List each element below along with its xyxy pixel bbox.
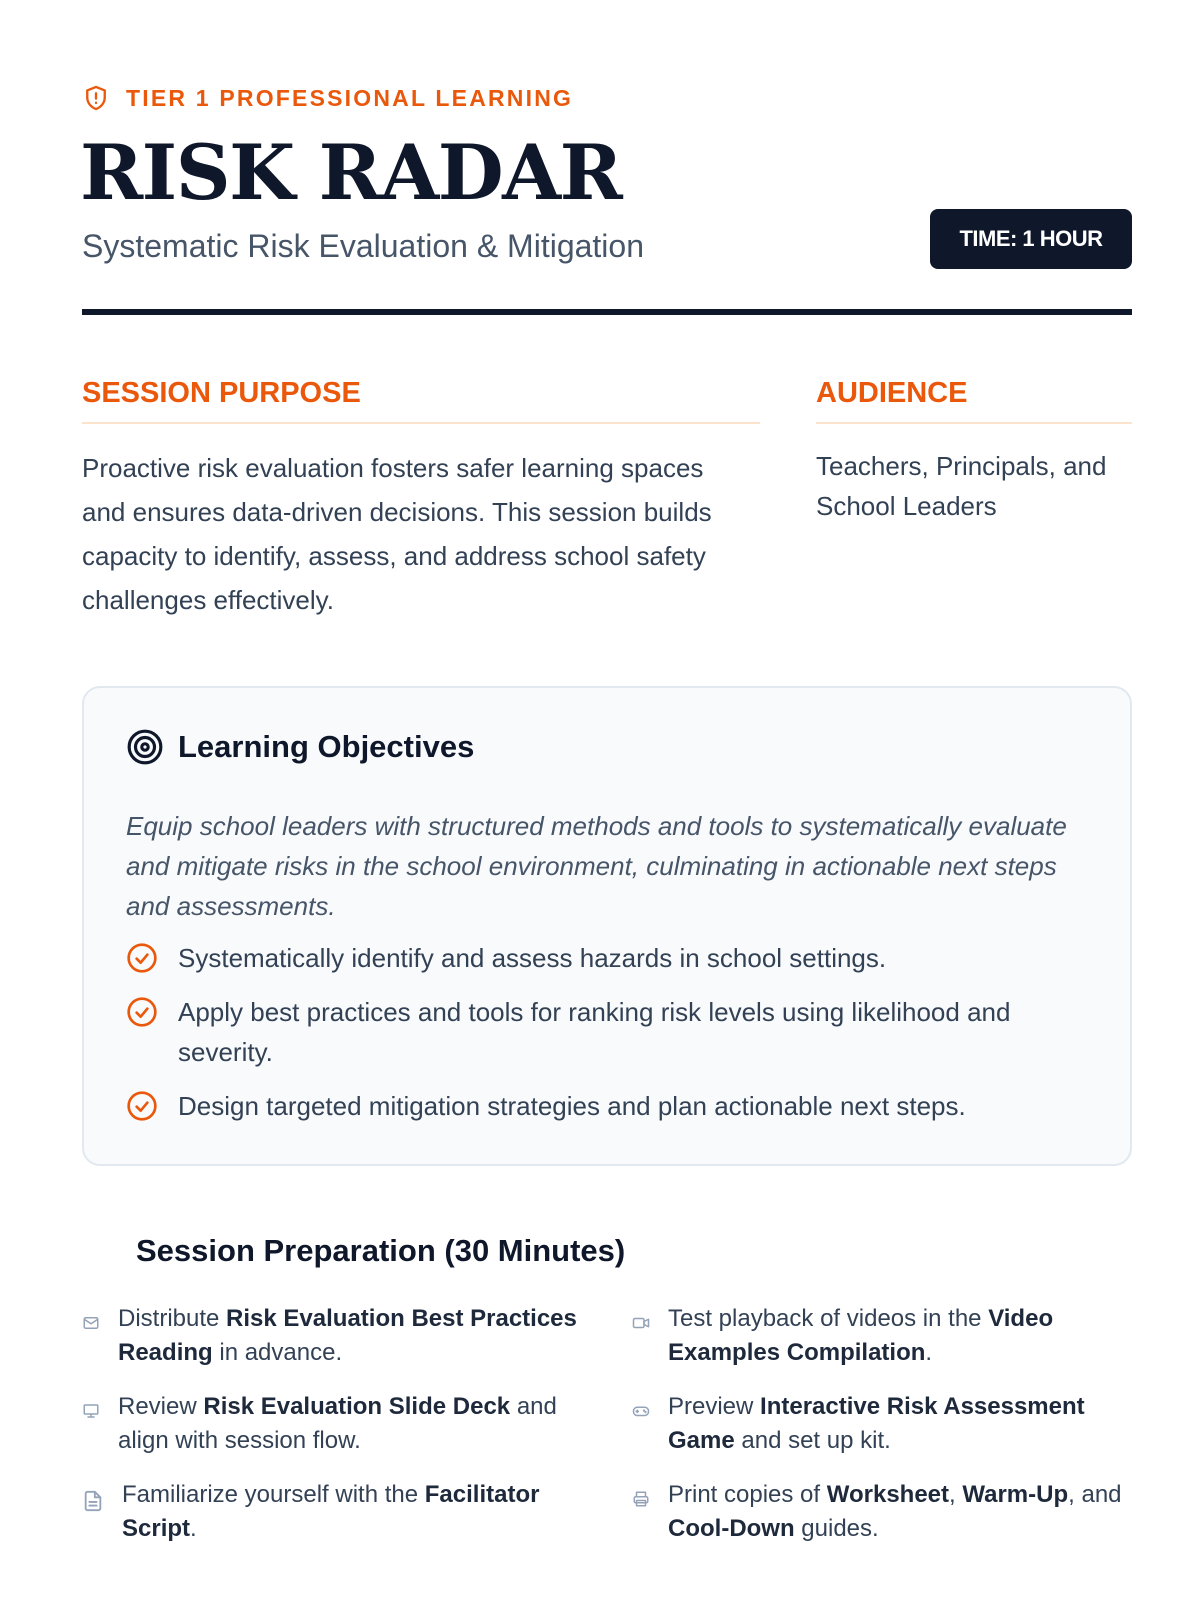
- presentation-icon: [82, 1402, 100, 1420]
- prep-item-text: Test playback of videos in the Video Examples Compilation.: [668, 1305, 1054, 1366]
- page-subtitle: Systematic Risk Evaluation & Mitigation: [82, 228, 644, 264]
- objective-text: Systematically identify and assess hazards in school settings.: [178, 943, 887, 973]
- check-circle-icon: [126, 942, 158, 974]
- audience-heading: AUDIENCE: [816, 377, 968, 409]
- prep-item-facilitator-script: [82, 1478, 614, 1546]
- page-title: RISK RADAR: [80, 128, 622, 217]
- learning-objectives-panel: [82, 686, 1132, 1166]
- session-preparation-list: [82, 1302, 1132, 1546]
- prep-item-preview-game: [632, 1390, 1132, 1458]
- header-divider: [82, 309, 1132, 315]
- gamepad-icon: [632, 1402, 650, 1420]
- check-circle-icon: [126, 996, 158, 1028]
- objective-item: [126, 1086, 1086, 1126]
- learning-objectives-header: [126, 728, 474, 766]
- eyebrow-label: TIER 1 PROFESSIONAL LEARNING: [126, 84, 574, 111]
- objective-text: Design targeted mitigation strategies and plan actionable next steps.: [178, 1091, 966, 1121]
- prep-item-distribute-reading: [82, 1302, 614, 1370]
- prep-item-review-slides: [82, 1390, 614, 1458]
- time-badge: TIME: 1 HOUR: [930, 209, 1132, 269]
- audience-text: Teachers, Principals, and School Leaders: [816, 451, 1107, 521]
- learning-objectives-intro: Equip school leaders with structured methods and tools to systematically evaluate and mitigate risks in the school environment, culminating in actionable next steps and assessments.: [126, 811, 1067, 921]
- envelope-icon: [82, 1314, 100, 1332]
- prep-item-text: Familiarize yourself with the Facilitator Script.: [122, 1481, 540, 1542]
- session-purpose-divider: [82, 422, 760, 424]
- audience-divider: [816, 422, 1132, 424]
- objective-item: [126, 938, 1086, 978]
- session-purpose-text: Proactive risk evaluation fosters safer learning spaces and ensures data-driven decisions. This session builds capacity to identify, assess, and address school safety challenges effectively.: [82, 453, 712, 615]
- document-icon: [82, 1490, 104, 1512]
- objective-item: [126, 992, 1086, 1072]
- session-purpose-heading: SESSION PURPOSE: [82, 377, 361, 409]
- target-icon: [126, 728, 164, 766]
- learning-objectives-list: [126, 938, 1086, 1140]
- prep-item-test-videos: [632, 1302, 1132, 1370]
- prep-item-text: Preview Interactive Risk Assessment Game and set up kit.: [668, 1393, 1085, 1454]
- eyebrow: [82, 82, 573, 114]
- prep-item-text: Print copies of Worksheet, Warm-Up, and Cool-Down guides.: [668, 1481, 1122, 1542]
- shield-alert-icon: [82, 84, 110, 112]
- objective-text: Apply best practices and tools for ranking risk levels using likelihood and severity.: [178, 997, 1011, 1067]
- prep-item-text: Review Risk Evaluation Slide Deck and align with session flow.: [118, 1393, 557, 1454]
- session-preparation-title: Session Preparation (30 Minutes): [136, 1233, 626, 1268]
- check-circle-icon: [126, 1090, 158, 1122]
- prep-item-print-copies: [632, 1478, 1132, 1546]
- video-icon: [632, 1314, 650, 1332]
- printer-icon: [632, 1490, 650, 1508]
- prep-item-text: Distribute Risk Evaluation Best Practices Reading in advance.: [118, 1305, 577, 1366]
- learning-objectives-title: Learning Objectives: [178, 729, 475, 764]
